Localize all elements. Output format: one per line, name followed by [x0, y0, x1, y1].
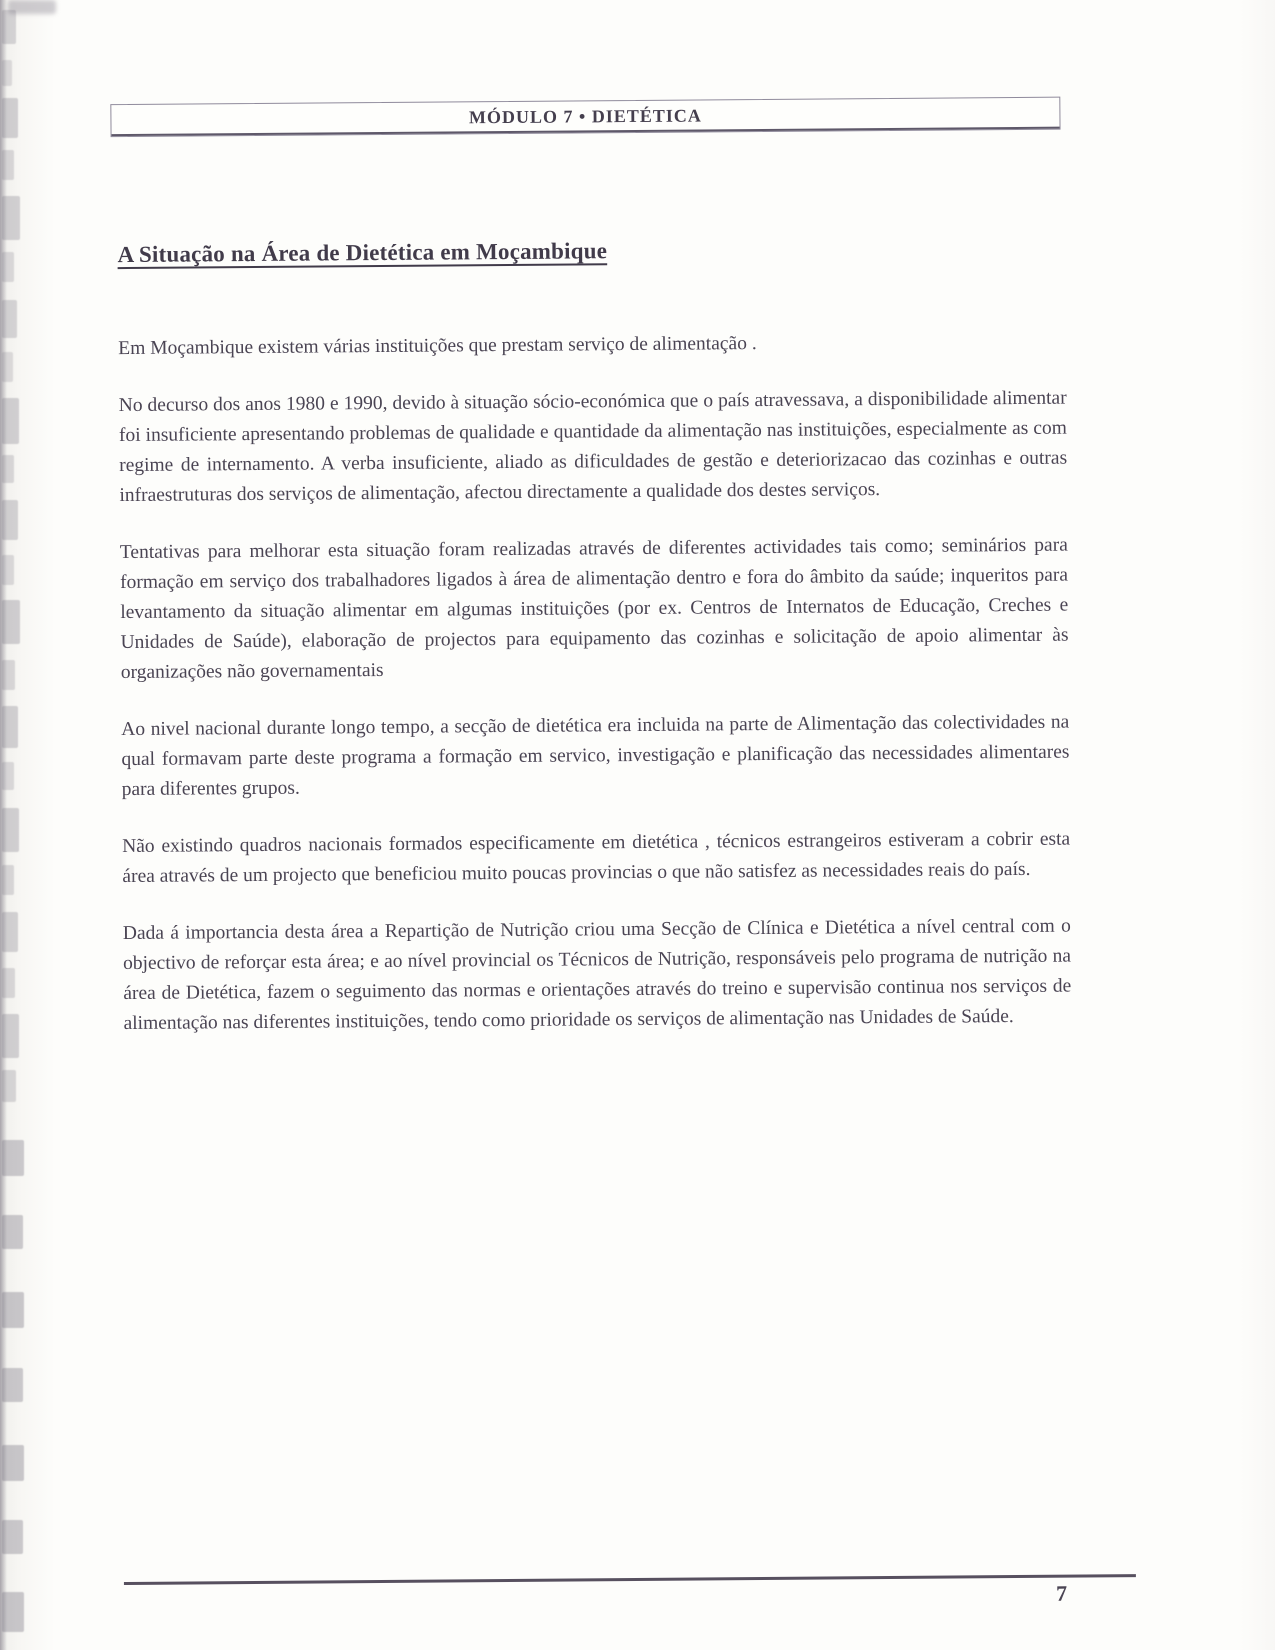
body-paragraph: Dada á importancia desta área a Repartição de Nutrição criou uma Secção de Clínica e Dietética a nível central com o objectivo de reforçar esta área; e ao nível provincial os Técnicos de Nutrição, responsáveis pelo programa de nutrição na área de Dietética, fazem o seguimento das normas e orientações através do treino e supervisão continua nos serviços de alimentação nas diferentes instituições, tendo como prioridade os serviços de alimentação nas Unidades de Saúde. — [122, 915, 1072, 1035]
body-paragraph: Tentativas para melhorar esta situação foram realizadas através de diferentes actividades tais como; seminários para formação em serviço dos trabalhadores ligados à área de alimentação dentro e fora do âmbito da saúde; inqueritos para levantamento da situação alimentar em algumas instituições (por ex. Centros de Internatos de Educação, Creches e Unidades de Saúde), elaboração de projectos para equipamento das cozinhas e solicitação de apoio alimentar às organizações não governamentais — [119, 534, 1069, 684]
footer-rule — [124, 1574, 1136, 1585]
body-paragraph: Não existindo quadros nacionais formados especificamente em dietética , técnicos estrangeiros estiveram a cobrir esta área através de um projecto que beneficiou muito poucas provincias o que não satisfez as necessidades reais do país. — [122, 828, 1071, 888]
body-paragraph: Em Moçambique existem várias instituições que prestam serviço de alimentação . — [118, 333, 757, 360]
body-paragraph: Ao nivel nacional durante longo tempo, a secção de dietética era incluida na parte de Alimentação das colectividades na qual formavam parte deste programa a formação em servico, investigação e planificação das necessidades alimentares para diferentes grupos. — [121, 711, 1070, 801]
module-header-box — [110, 97, 1060, 137]
page-title: A Situação na Área de Dietética em Moçambique — [117, 238, 608, 268]
page-number: 7 — [1055, 1580, 1068, 1606]
body-paragraph: No decurso dos anos 1980 e 1990, devido à situação sócio-económica que o país atravessava, a disponibilidade alimentar foi insuficiente apresentando problemas de qualidade e quantidade da alimentação nas instituições, especialmente as com regime de internamento. A verba insuficiente, aliado as dificuldades de gestão e deteriorizacao das cozinhas e outras infraestruturas dos serviços de alimentação, afectou directamente a qualidade dos destes serviços. — [118, 387, 1068, 507]
module-header-title: MÓDULO 7 • DIETÉTICA — [111, 98, 1059, 136]
document-body — [118, 327, 1072, 1066]
